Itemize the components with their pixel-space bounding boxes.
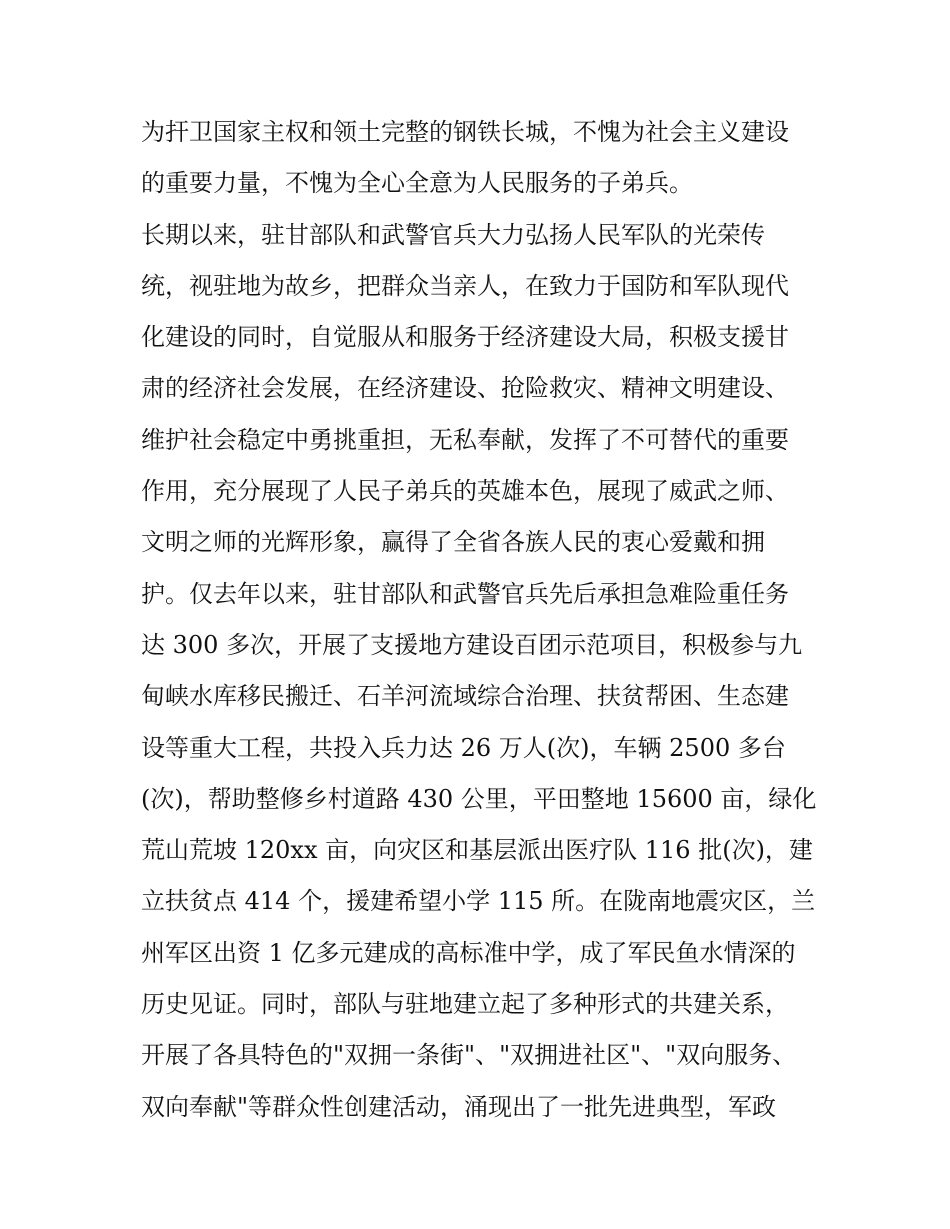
text-line: 荒山荒坡 120xx 亩，向灾区和基层派出医疗队 116 批(次)，建 [141,836,813,865]
body-text [141,107,821,1133]
text-line: 维护社会稳定中勇挑重担，无私奉献，发挥了不可替代的重要 [141,425,789,454]
text-line: 州军区出资 1 亿多元建成的高标准中学，成了军民鱼水情深的 [141,938,796,967]
text-line: 历史见证。同时，部队与驻地建立起了多种形式的共建关系， [141,990,789,1019]
text-line: 化建设的同时，自觉服从和服务于经济建设大局，积极支援甘 [141,323,789,352]
text-line: 文明之师的光辉形象，赢得了全省各族人民的衷心爱戴和拥 [141,528,765,557]
text-line: 作用，充分展现了人民子弟兵的英雄本色，展现了威武之师、 [141,477,789,506]
text-line: 立扶贫点 414 个，援建希望小学 115 所。在陇南地震灾区，兰 [141,887,816,916]
text-line: 达 300 多次，开展了支援地方建设百团示范项目，积极参与九 [141,630,803,659]
text-line: 统，视驻地为故乡，把群众当亲人，在致力于国防和军队现代 [141,271,789,300]
text-line: 长期以来，驻甘部队和武警官兵大力弘扬人民军队的光荣传 [141,220,765,249]
text-line: 双向奉献"等群众性创建活动，涌现出了一批先进典型，军政 [141,1092,777,1121]
text-line: 护。仅去年以来，驻甘部队和武警官兵先后承担急难险重任务 [141,579,789,608]
text-line: 为扞卫国家主权和领土完整的钢铁长城，不愧为社会主义建设 [141,118,789,146]
text-line: 设等重大工程，共投入兵力达 26 万人(次)，车辆 2500 多台 [141,733,786,762]
text-line: 甸峡水库移民搬迁、石羊河流域综合治理、扶贫帮困、生态建 [141,682,789,711]
text-line: 开展了各具特色的"双拥一条街"、"双拥进社区"、"双向服务、 [141,1041,797,1070]
text-line: 肃的经济社会发展，在经济建设、抢险救灾、精神文明建设、 [141,374,789,403]
text-line: 的重要力量，不愧为全心全意为人民服务的子弟兵。 [141,169,693,198]
text-line: (次)，帮助整修乡村道路 430 公里，平田整地 15600 亩，绿化 [141,784,817,813]
